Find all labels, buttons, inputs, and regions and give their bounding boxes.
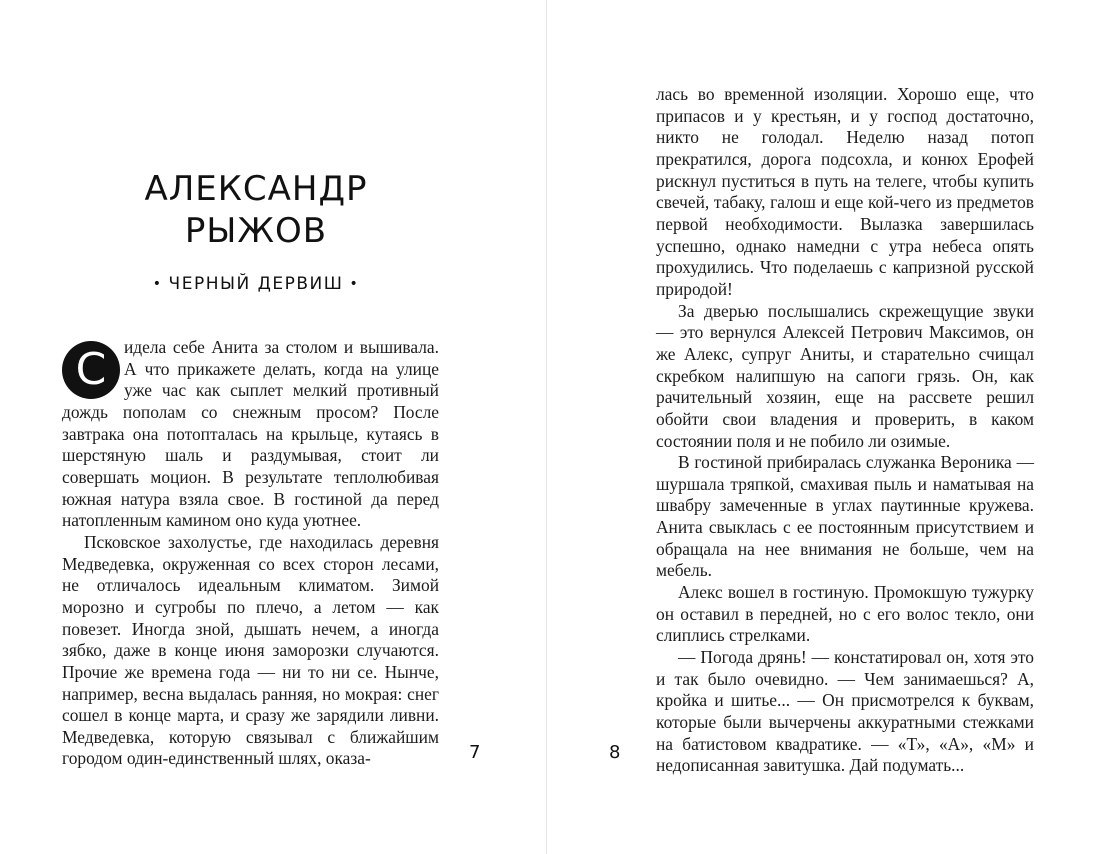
page-number-left: 7 [469, 742, 481, 763]
paragraph [62, 337, 439, 532]
story-title [60, 274, 452, 294]
author-name [60, 168, 452, 252]
page-number-right: 8 [609, 742, 621, 763]
left-page-body [62, 337, 439, 770]
paragraph: В гостиной прибиралась служанка Вероника — шуршала тряпкой, смахивая пыль и наматывая на швабру замеченные в углах паутинные кружева. Анита свыклась с ее постоянным присутствием и обращала на нее внимания не больше, чем на мебель. [656, 452, 1034, 581]
paragraph: Алекс вошел в гостиную. Промокшую тужурку он оставил в передней, но с его волос текло, они слиплись стрелками. [656, 582, 1034, 646]
paragraph: — Погода дрянь! — констатировал он, хотя это и так было очевидно. — Чем занимаешься? А, кройка и шитье... — Он присмотрелся к буквам, которые были вычерчены аккуратными стежками на батистовом квадратике. — «Т», «А», «М» и недописанная завитушка. Дай подумать... [656, 647, 1034, 776]
title-bullet-right: • [349, 276, 360, 292]
right-page-body [656, 84, 1034, 777]
title-bullet-left: • [152, 276, 163, 292]
author-first-name: АЛЕКСАНДР [144, 169, 368, 209]
author-last-name: РЫЖОВ [184, 211, 328, 251]
paragraph: лась во временной изоляции. Хорошо еще, что припасов и у крестьян, и у господ достаточно, никто не голодал. Неделю назад потоп прекратился, дорога подсохла, и конюх Ерофей рискнул пуститься в путь на телеге, чтобы купить свечей, табаку, галош и еще кой-чего из предметов первой необходимости. Вылазка завершилась успешно, однако намедни с утра небеса опять прохудились. Что поделаешь с капризной русской природой! [656, 84, 1034, 299]
paragraph-text: идела себе Анита за столом и вышивала. А что прикажете делать, когда на улице уже час как сыплет мелкий противный дождь пополам со снежным просом? После завтрака она потопталась на крыльце, кутаясь в шерстяную шаль и раздумывая, стоит ли совершать моцион. В результате теплолюбивая южная натура взяла свое. В гостиной да перед натопленным камином оно куда уютнее. [62, 337, 439, 531]
paragraph: Псковское захолустье, где находилась деревня Медведевка, окруженная со всех сторон лесами, не отличалось идеальным климатом. Зимой морозно и сугробы по плечо, а летом — как повезет. Иногда зной, дышать нечем, а иногда зябко, даже в конце июня заморозки случаются. Прочие же времена года — ни то ни се. Нынче, например, весна выдалась ранняя, но мокрая: снег сошел в конце марта, и сразу же зарядили ливни. Медведевка, которую связывал с ближайшим городом один-единственный шлях, оказа- [62, 531, 439, 769]
left-page [0, 0, 546, 854]
paragraph: За дверью послышались скрежещущие звуки — это вернулся Алексей Петрович Максимов, он же Алекс, супруг Аниты, и старательно счищал скребком налипшую на сапоги грязь. Он, как рачительный хозяин, еще на рассвете решил обойти свои владения и проверить, в каком состоянии поля и не побило ли озимые. [656, 300, 1034, 451]
right-page [547, 0, 1095, 854]
drop-cap: С [62, 341, 120, 399]
story-title-text: ЧЕРНЫЙ ДЕРВИШ [168, 274, 344, 294]
